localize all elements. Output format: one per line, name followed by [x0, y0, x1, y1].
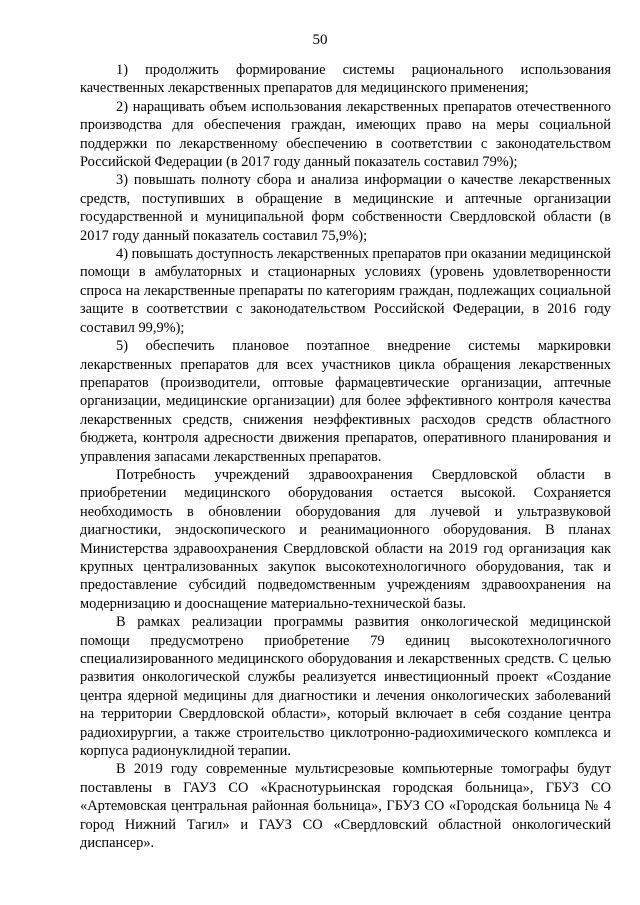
document-body [80, 61, 611, 852]
paragraph: 1) продолжить формирование системы рационального использования качественных лекарственных препаратов для медицинского применения; [80, 62, 611, 97]
paragraph: 2) наращивать объем использования лекарственных препаратов отечественного производства для обеспечения граждан, имеющих право на меры социальной поддержки по лекарственному обеспечению в соответствии с законодательством Российской Федерации (в 2017 году данный показатель составил 79%); [80, 98, 611, 171]
paragraph: 4) повышать доступность лекарственных препаратов при оказании медицинской помощи в амбулаторных и стационарных условиях (уровень удовлетворенности спроса на лекарственные препараты по категориям граждан, подлежащих социальной защите в соответствии с законодательством Российской Федерации, в 2016 году составил 99,9%); [80, 246, 611, 336]
paragraph: В рамках реализации программы развития онкологической медицинской помощи предусмотрено приобретение 79 единиц высокотехнологичного специализированного медицинского оборудования и лекарственных средств. С целью развития онкологической службы реализуется инвестиционный проект «Создание центра ядерной медицины для диагностики и лечения онкологических заболеваний на территории Свердловской области», который включает в себя создание центра радиохирургии, а также строительство циклотронно-радиохимического комплекса и корпуса радионуклидной терапии. [80, 614, 611, 760]
page-number: 50 [312, 32, 328, 48]
paragraph: 5) обеспечить плановое поэтапное внедрение системы маркировки лекарственных препаратов для всех участников цикла обращения лекарственных препаратов (производители, оптовые фармацевтические организации, аптечные организации, медицинские организации) для более эффективного контроля качества лекарственных средств, снижения неэффективных расходов средств областного бюджета, контроля адресности движения препаратов, оперативного планирования и управления запасами лекарственных препаратов. [80, 338, 611, 465]
paragraph: В 2019 году современные мультисрезовые компьютерные томографы будут поставлены в ГАУЗ СО «Краснотурьинская городская больница», ГБУЗ СО «Артемовская центральная районная больница», ГБУЗ СО «Городская больница № 4 город Нижний Тагил» и ГАУЗ СО «Свердловский областной онкологический диспансер». [80, 761, 611, 852]
paragraph: Потребность учреждений здравоохранения Свердловской области в приобретении медицинского оборудования остается высокой. Сохраняется необходимость в обновлении оборудования для лучевой и ультразвуковой диагностики, эндоскопического и реанимационного оборудования. В планах Министерства здравоохранения Свердловской области на 2019 год организация как крупных централизованных закупок высокотехнологичного оборудования, так и предоставление субсидий подведомственным учреждениям здравоохранения на модернизацию и дооснащение материально-технической базы. [80, 466, 611, 612]
paragraph: 3) повышать полноту сбора и анализа информации о качестве лекарственных средств, поступивших в обращение в медицинские и аптечные организации государственной и муниципальной форм собственности Свердловской области (в 2017 году данный показатель составил 75,9%); [80, 172, 611, 244]
